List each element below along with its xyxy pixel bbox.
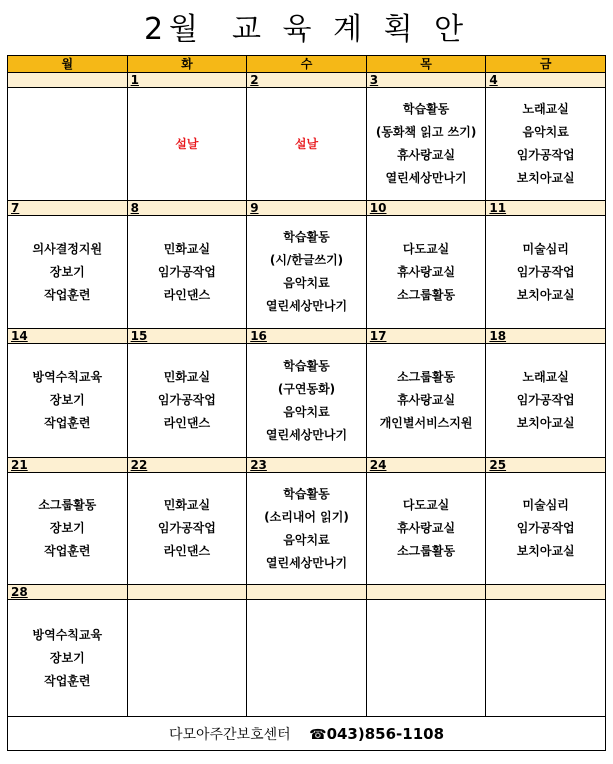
- date-cell: [486, 329, 606, 344]
- date-number: 15: [130, 329, 148, 343]
- activity-cell: [127, 344, 247, 458]
- activity-item: 열린세상만나기: [265, 299, 348, 313]
- activities-row: [8, 344, 606, 458]
- activity-item: (구연동화): [277, 381, 336, 396]
- activity-item: 임가공작업: [516, 264, 575, 279]
- holiday-label: 설날: [175, 136, 199, 151]
- date-number: 7: [11, 201, 20, 215]
- activity-item: 작업훈련: [44, 416, 91, 430]
- date-number: 3: [369, 73, 379, 87]
- date-row: [8, 201, 606, 216]
- activity-item: 보치아교실: [516, 544, 575, 558]
- activity-cell: [8, 600, 128, 717]
- date-number: 11: [489, 201, 507, 215]
- date-cell: [8, 73, 128, 88]
- activities-row: [8, 216, 606, 329]
- activity-item: 보치아교실: [516, 287, 575, 302]
- calendar-table: [7, 55, 606, 751]
- telephone-icon: ☎: [309, 726, 327, 743]
- weekday-tue: 화: [127, 56, 247, 73]
- activity-item: 방역수칙교육: [32, 627, 103, 642]
- date-cell: [247, 201, 367, 216]
- activity-item: 음악치료: [522, 125, 569, 139]
- phone-number: 043)856-1108: [326, 724, 445, 743]
- activity-cell: [486, 216, 606, 329]
- activity-item: 노래교실: [522, 102, 569, 116]
- activity-item: 소그룹활동: [38, 498, 97, 512]
- date-cell: [486, 201, 606, 216]
- activity-cell: [366, 600, 486, 717]
- activity-item: (동화책 읽고 쓰기): [375, 125, 477, 139]
- date-row: [8, 329, 606, 344]
- activity-item: 장보기: [49, 650, 85, 665]
- title-name: 교 육 계 획 안: [232, 12, 470, 47]
- weekday-thu: 목: [366, 56, 486, 73]
- activity-item: 작업훈련: [44, 673, 91, 688]
- date-number: 22: [130, 458, 148, 472]
- date-number: 28: [11, 585, 28, 599]
- activity-item: 소그룹활동: [397, 287, 456, 302]
- title-month: 2월: [143, 12, 205, 47]
- activity-item: 휴사랑교실: [397, 393, 456, 407]
- footer-row: [8, 717, 606, 751]
- date-number: 16: [250, 329, 267, 343]
- activity-item: 학습활동: [283, 230, 330, 244]
- activity-cell: [486, 344, 606, 458]
- date-number: 24: [369, 458, 387, 472]
- activity-cell: [247, 473, 367, 585]
- date-row: [8, 458, 606, 473]
- date-cell: [486, 585, 606, 600]
- activity-item: 소그룹활동: [397, 544, 456, 558]
- activity-item: 열린세상만나기: [265, 555, 348, 570]
- date-number: 14: [11, 329, 28, 343]
- weekday-header-row: [8, 56, 606, 73]
- activity-cell: [8, 473, 128, 585]
- activity-item: 임가공작업: [516, 148, 575, 162]
- activity-item: 미술심리: [522, 241, 569, 256]
- activity-cell: [247, 344, 367, 458]
- activity-cell: [8, 88, 128, 201]
- date-number: 1: [130, 73, 139, 87]
- date-cell: [8, 585, 128, 600]
- activity-item: 음악치료: [283, 404, 330, 419]
- activity-item: 임가공작업: [157, 521, 216, 535]
- activity-item: 라인댄스: [163, 287, 211, 302]
- date-cell: [8, 329, 128, 344]
- activity-item: 다도교실: [402, 498, 450, 512]
- activity-item: 음악치료: [283, 276, 330, 290]
- date-cell: [247, 458, 367, 473]
- date-number: 9: [250, 201, 259, 215]
- activity-item: 방역수칙교육: [32, 370, 103, 384]
- activity-item: (소리내어 읽기): [264, 509, 349, 524]
- page-title: [0, 10, 613, 50]
- weekday-mon: 월: [8, 56, 128, 73]
- activity-cell: [127, 473, 247, 585]
- activity-cell: [366, 344, 486, 458]
- activity-item: 열린세상만나기: [265, 427, 348, 442]
- activity-cell: [366, 88, 486, 201]
- date-cell: [8, 458, 128, 473]
- activity-item: 작업훈련: [44, 287, 91, 302]
- date-number: 10: [369, 201, 387, 215]
- activity-item: 보치아교실: [516, 171, 575, 185]
- activity-item: 열린세상만나기: [385, 171, 467, 185]
- activity-item: 장보기: [49, 393, 85, 407]
- activities-row: [8, 473, 606, 585]
- date-cell: [366, 201, 486, 216]
- activity-cell: [366, 216, 486, 329]
- activity-item: 미술심리: [522, 498, 569, 512]
- activity-item: 장보기: [49, 264, 85, 279]
- date-cell: [366, 329, 486, 344]
- activities-row: [8, 88, 606, 201]
- activity-item: 임가공작업: [157, 393, 216, 407]
- date-cell: [127, 73, 247, 88]
- date-cell: [247, 73, 367, 88]
- activity-item: 민화교실: [163, 241, 211, 256]
- activity-item: 라인댄스: [163, 416, 211, 430]
- activity-cell: [8, 216, 128, 329]
- date-number: 2: [250, 73, 259, 87]
- activity-item: 민화교실: [163, 370, 211, 384]
- activity-cell: [247, 216, 367, 329]
- activity-item: 음악치료: [283, 532, 330, 547]
- activity-item: 휴사랑교실: [397, 148, 456, 162]
- date-row: [8, 585, 606, 600]
- holiday-label: 설날: [294, 136, 319, 151]
- activity-cell: [486, 88, 606, 201]
- activity-cell: [127, 600, 247, 717]
- date-cell: [486, 73, 606, 88]
- activity-item: 장보기: [49, 521, 85, 535]
- weekday-fri: 금: [486, 56, 606, 73]
- activity-cell: [127, 216, 247, 329]
- activity-item: 의사결정지원: [32, 241, 103, 256]
- weekday-wed: 수: [247, 56, 367, 73]
- activity-item: 다도교실: [402, 241, 450, 256]
- date-cell: [127, 458, 247, 473]
- activity-item: 소그룹활동: [397, 370, 456, 384]
- date-number: 17: [369, 329, 387, 343]
- date-cell: [366, 458, 486, 473]
- date-number: 18: [489, 329, 507, 343]
- activity-cell: [8, 344, 128, 458]
- date-cell: [127, 329, 247, 344]
- date-cell: [366, 585, 486, 600]
- activity-item: 학습활동: [283, 358, 330, 373]
- date-cell: [486, 458, 606, 473]
- date-cell: [127, 201, 247, 216]
- footer-cell: [8, 717, 606, 751]
- activity-item: 임가공작업: [157, 264, 216, 279]
- date-cell: [8, 201, 128, 216]
- date-cell: [247, 585, 367, 600]
- activity-cell: [247, 88, 367, 201]
- calendar-body: [8, 73, 606, 717]
- activity-cell: [247, 600, 367, 717]
- date-cell: [247, 329, 367, 344]
- date-number: 8: [130, 201, 139, 215]
- activity-item: 보치아교실: [516, 416, 575, 430]
- activity-item: 개인별서비스지원: [379, 416, 473, 430]
- activity-item: 휴사랑교실: [397, 264, 456, 279]
- date-number: 25: [489, 458, 507, 472]
- activity-item: 임가공작업: [516, 521, 575, 535]
- activity-item: 임가공작업: [516, 393, 575, 407]
- activity-item: 노래교실: [522, 370, 569, 384]
- activities-row: [8, 600, 606, 717]
- date-number: 4: [489, 73, 498, 87]
- date-cell: [127, 585, 247, 600]
- activity-item: 학습활동: [283, 486, 330, 501]
- activity-item: 라인댄스: [163, 544, 211, 558]
- activity-item: 민화교실: [163, 498, 211, 512]
- date-cell: [366, 73, 486, 88]
- activity-cell: [486, 600, 606, 717]
- activity-item: 휴사랑교실: [397, 521, 456, 535]
- date-number: 21: [11, 458, 28, 472]
- activity-cell: [486, 473, 606, 585]
- activity-cell: [127, 88, 247, 201]
- activity-item: 작업훈련: [44, 544, 91, 558]
- date-row: [8, 73, 606, 88]
- activity-item: (시/한글쓰기): [269, 253, 344, 267]
- center-name: 다모아주간보호센터: [168, 726, 291, 743]
- activity-cell: [366, 473, 486, 585]
- date-number: 23: [250, 458, 267, 472]
- activity-item: 학습활동: [402, 102, 450, 116]
